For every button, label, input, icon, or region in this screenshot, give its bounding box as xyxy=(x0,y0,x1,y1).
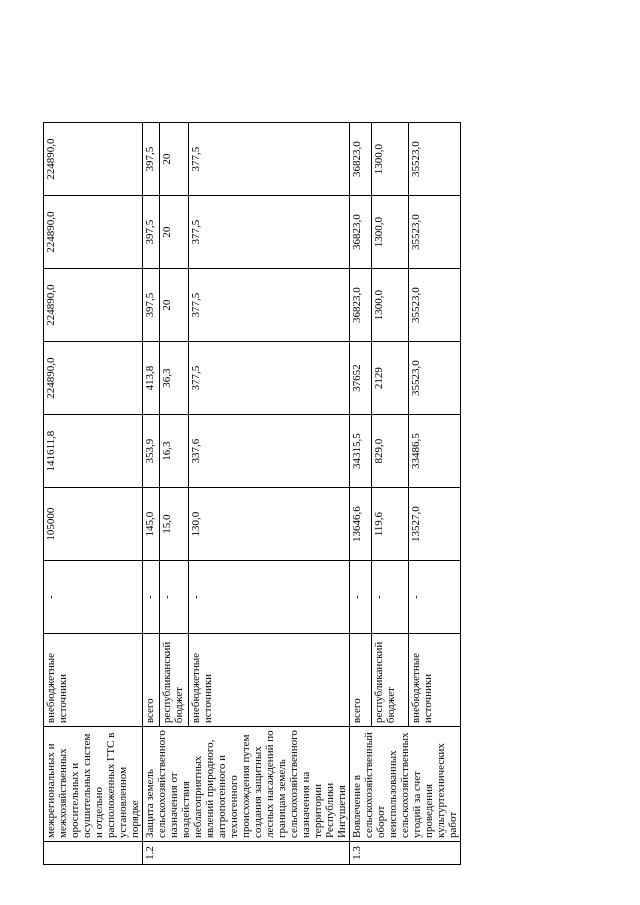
value-cell: 1300,0 xyxy=(371,196,408,269)
value-cell: 413,8 xyxy=(143,342,160,415)
value-cell: 130,0 xyxy=(189,488,350,561)
value-cell: 37652 xyxy=(350,342,372,415)
value-cell: 141611,8 xyxy=(44,415,143,488)
value-cell: 35523,0 xyxy=(408,269,460,342)
value-cell: 377,5 xyxy=(189,196,350,269)
value-cell: - xyxy=(44,561,143,634)
measure-name: Вовлечение в сельскохозяйственный оборот неиспользованных сельскохозяйственных угодий за счет проведения культуртехнических работ xyxy=(350,727,461,842)
funding-source: внебюджетные источники xyxy=(408,634,460,727)
value-cell: 829,0 xyxy=(371,415,408,488)
value-cell: 13527,0 xyxy=(408,488,460,561)
measure-name: межрегиональных и межхозяйственных оросительных и осушительных систем и отдельно расположенных ГТС в установленном порядке xyxy=(44,727,143,842)
value-cell: 377,5 xyxy=(189,342,350,415)
value-cell: - xyxy=(189,561,350,634)
value-cell: 20 xyxy=(160,269,189,342)
table-row xyxy=(44,123,143,865)
value-cell: 337,6 xyxy=(189,415,350,488)
table-row xyxy=(350,123,372,865)
row-number: 1.3 xyxy=(350,842,461,865)
value-cell: 36823,0 xyxy=(350,123,372,196)
measure-name: Защита земель сельскохозяйственного назначения от воздействия неблагоприятных явлений природного, антропогенного и техногенного происхождения путем создания защитных лесных насаждений по границам земель сельскохозяйственного назначения на территории Республики Ингушетия xyxy=(143,727,350,842)
value-cell: 224890,0 xyxy=(44,123,143,196)
value-cell: 16,3 xyxy=(160,415,189,488)
value-cell: 105000 xyxy=(44,488,143,561)
funding-source: республиканский бюджет xyxy=(371,634,408,727)
funding-source: внебюджетные источники xyxy=(44,634,143,727)
value-cell: 36823,0 xyxy=(350,196,372,269)
value-cell: 36,3 xyxy=(160,342,189,415)
value-cell: 15,0 xyxy=(160,488,189,561)
value-cell: 119,6 xyxy=(371,488,408,561)
value-cell: 397,5 xyxy=(143,196,160,269)
table-row xyxy=(143,123,160,865)
value-cell: 397,5 xyxy=(143,123,160,196)
funding-source: внебюджетные источники xyxy=(189,634,350,727)
value-cell: 1300,0 xyxy=(371,269,408,342)
value-cell: 377,5 xyxy=(189,269,350,342)
value-cell: 36823,0 xyxy=(350,269,372,342)
value-cell: 145,0 xyxy=(143,488,160,561)
value-cell: 35523,0 xyxy=(408,196,460,269)
table-body xyxy=(44,123,461,865)
value-cell: - xyxy=(143,561,160,634)
value-cell: - xyxy=(350,561,372,634)
row-number xyxy=(44,842,143,865)
funding-source: всего xyxy=(143,634,160,727)
value-cell: 20 xyxy=(160,123,189,196)
value-cell: 13646,6 xyxy=(350,488,372,561)
value-cell: - xyxy=(160,561,189,634)
funding-source: всего xyxy=(350,634,372,727)
value-cell: 1300,0 xyxy=(371,123,408,196)
value-cell: 377,5 xyxy=(189,123,350,196)
value-cell: 20 xyxy=(160,196,189,269)
value-cell: 2129 xyxy=(371,342,408,415)
value-cell: 397,5 xyxy=(143,269,160,342)
value-cell: 34315,5 xyxy=(350,415,372,488)
row-number: 1.2 xyxy=(143,842,350,865)
value-cell: 33486,5 xyxy=(408,415,460,488)
value-cell: 353,9 xyxy=(143,415,160,488)
budget-table xyxy=(43,122,461,865)
value-cell: - xyxy=(371,561,408,634)
value-cell: - xyxy=(408,561,460,634)
value-cell: 35523,0 xyxy=(408,123,460,196)
value-cell: 224890,0 xyxy=(44,196,143,269)
funding-source: республиканский бюджет xyxy=(160,634,189,727)
value-cell: 224890,0 xyxy=(44,342,143,415)
value-cell: 35523,0 xyxy=(408,342,460,415)
value-cell: 224890,0 xyxy=(44,269,143,342)
